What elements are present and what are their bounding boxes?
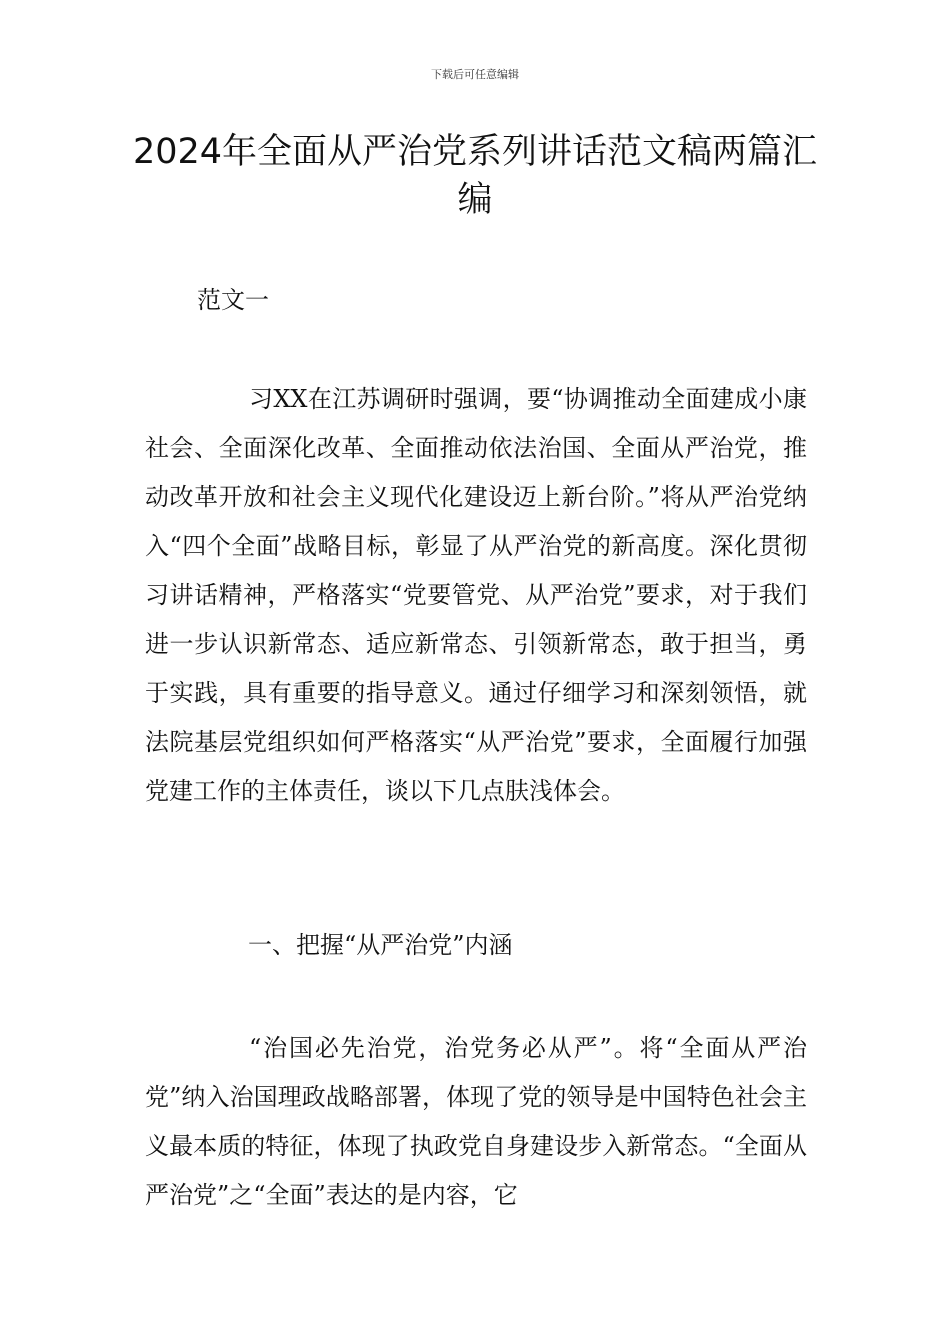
- section-heading: 一、把握“从严治党”内涵: [248, 931, 513, 959]
- header-note: 下载后可任意编辑: [431, 68, 519, 81]
- body-paragraph: “治国必先治党，治党务必从严”。将“全面从严治党”纳入治国理政战略部署，体现了党的领导是中国特色社会主义最本质的特征，体现了执政党自身建设步入新常态。“全面从严治党”之“全面”表达的是内容，它: [145, 1034, 807, 1209]
- body-paragraph: 习XX在江苏调研时强调，要“协调推动全面建成小康社会、全面深化改革、全面推动依法治国、全面从严治党，推动改革开放和社会主义现代化建设迈上新台阶。”将从严治党纳入“四个全面”战略目标，彰显了从严治党的新高度。深化贯彻习讲话精神，严格落实“党要管党、从严治党”要求，对于我们进一步认识新常态、适应新常态、引领新常态，敢于担当，勇于实践，具有重要的指导意义。通过仔细学习和深刻领悟，就法院基层党组织如何严格落实“从严治党”要求，全面履行加强党建工作的主体责任，谈以下几点肤浅体会。: [145, 385, 807, 805]
- section-label: 范文一: [197, 286, 269, 314]
- document-title: 2024年全面从严治党系列讲话范文稿两篇汇编: [132, 132, 818, 220]
